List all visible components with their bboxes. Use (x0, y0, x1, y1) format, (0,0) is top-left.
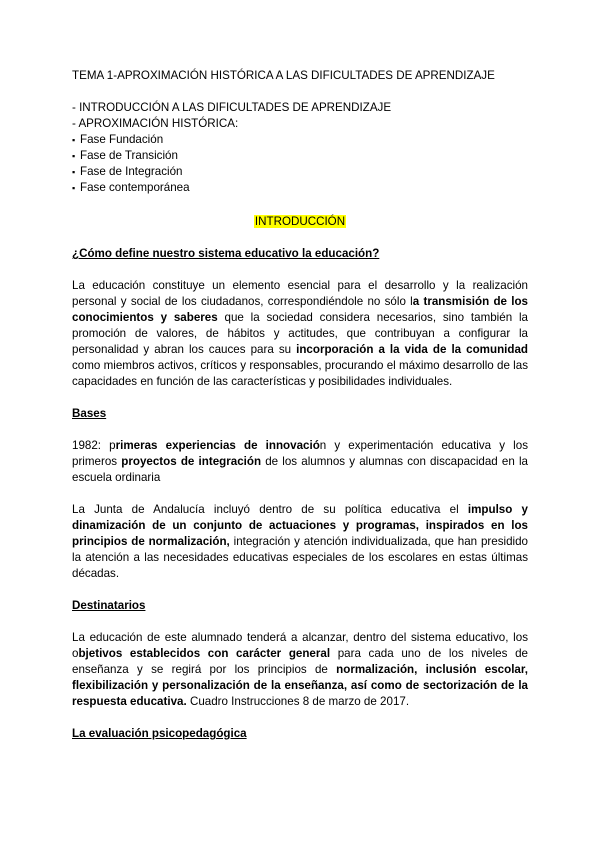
outline-item-historical: - APROXIMACIÓN HISTÓRICA: (72, 117, 239, 130)
paragraph-bases-1982 (72, 438, 528, 486)
intro-heading: INTRODUCCIÓN (254, 215, 346, 228)
text-run: de los alumnos y alumnas con discapacidad en la escuela ordinaria (72, 455, 528, 484)
question-heading: ¿Cómo define nuestro sistema educativo la educación? (72, 247, 380, 260)
text-run: n y experimentación educativa y los primeros (72, 439, 528, 468)
bullet-icon: ▪ (72, 135, 76, 145)
text-run: La educación de este alumnado tenderá a alcanzar, dentro del sistema educativo, los o (72, 631, 528, 660)
bold-text-run: normalización, inclusión escolar, flexibilización y personalización de la enseñanza, así como de sectorización de la respuesta educativa. (72, 663, 528, 708)
bold-text-run: bjetivos establecidos con carácter general (78, 647, 331, 660)
bold-text-run: a transmisión de los conocimientos y saberes (72, 295, 528, 324)
bold-text-run: rimeras experiencias de innovació (115, 439, 320, 452)
bold-text-run: impulso y dinamización de un conjunto de actuaciones y programas, inspirados en los principios de normalización, (72, 503, 528, 548)
paragraph-destinatarios (72, 630, 528, 710)
text-run: 1982: p (72, 439, 116, 452)
evaluation-heading: La evaluación psicopedagógica (72, 727, 247, 740)
phase-item (72, 164, 528, 180)
text-run: La educación constituye un elemento esencial para el desarrollo y la realización personal y social de los ciudadanos, correspondiéndole no sólo l (72, 279, 528, 308)
bullet-icon: ▪ (72, 151, 76, 161)
text-run: La Junta de Andalucía incluyó dentro de su política educativa el (72, 503, 468, 516)
phase-item (72, 148, 528, 164)
bullet-icon: ▪ (72, 167, 76, 177)
bold-text-run: proyectos de integración (121, 455, 262, 468)
bases-heading: Bases (72, 407, 107, 420)
text-run: que la sociedad considera necesarios, sino también la promoción de valores, de hábitos y actitudes, que contribuyan a configurar la personalidad y abran los cauces para su (72, 311, 528, 356)
intro-heading-row (72, 214, 528, 230)
phase-label: Fase contemporánea (80, 181, 190, 194)
text-run: para cada uno de los niveles de enseñanza y se regirá por los principios de (72, 647, 528, 676)
paragraph-education-definition (72, 278, 528, 390)
phase-label: Fase de Transición (80, 149, 178, 162)
text-run: como miembros activos, críticos y responsables, procurando el máximo desarrollo de las capacidades en función de las características y posibilidades individuales. (72, 359, 528, 388)
destinatarios-heading: Destinatarios (72, 599, 146, 612)
document-body (72, 68, 528, 742)
text-run: integración y atención individualizada, que han presidido la atención a las necesidades educativas especiales de los escolares en estas últimas décadas. (72, 535, 528, 580)
topic-outline (72, 100, 528, 196)
document-title: TEMA 1-APROXIMACIÓN HISTÓRICA A LAS DIFICULTADES DE APRENDIZAJE (72, 69, 495, 82)
bold-text-run: incorporación a la vida de la comunidad (296, 343, 528, 356)
phase-item (72, 132, 528, 148)
phase-item (72, 180, 528, 196)
phase-label: Fase Fundación (80, 133, 164, 146)
paragraph-junta-andalucia (72, 502, 528, 582)
bullet-icon: ▪ (72, 183, 76, 193)
text-run: Cuadro Instrucciones 8 de marzo de 2017. (186, 695, 410, 708)
outline-item-intro: - INTRODUCCIÓN A LAS DIFICULTADES DE APRENDIZAJE (72, 101, 392, 114)
phase-label: Fase de Integración (80, 165, 183, 178)
